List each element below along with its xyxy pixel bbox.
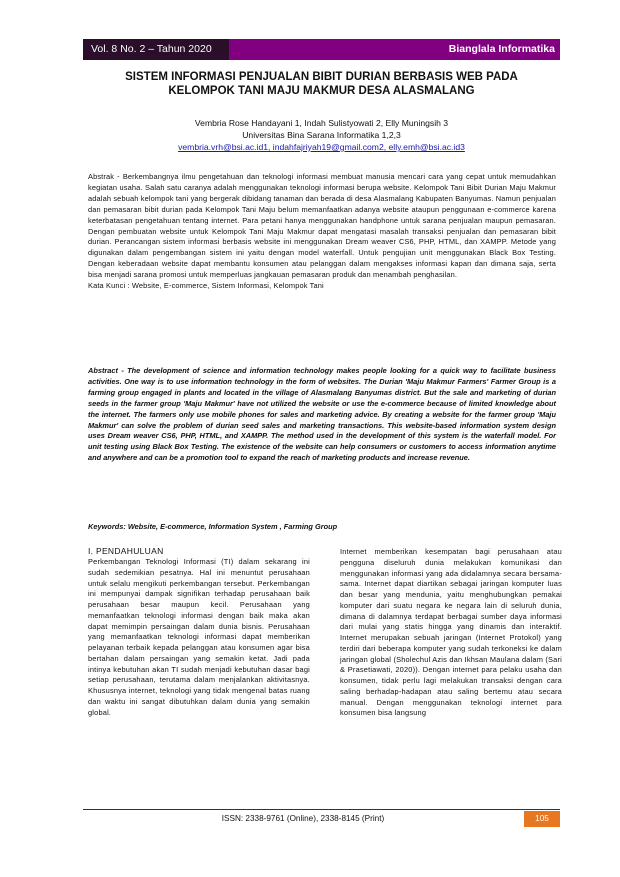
section-heading: I. PENDAHULUAN	[88, 546, 164, 556]
page-number: 105	[524, 811, 560, 827]
volume-label: Vol. 8 No. 2 – Tahun 2020	[83, 39, 229, 60]
author-emails[interactable]: vembria.vrh@bsi.ac.id1, indahfajriyah19@gmail.com2, elly.emh@bsi.ac.id3	[178, 142, 465, 152]
body-column-left	[88, 545, 310, 718]
body-column-right	[340, 547, 562, 719]
author-names: Vembria Rose Handayani 1, Indah Sulistyowati 2, Elly Muningsih 3	[194, 118, 449, 128]
right-column-text: Internet memberikan kesempatan bagi perusahaan atau pengguna diseluruh dunia melakukan komunikasi dan menggunakan informasi yang ada didalamnya secara bersama-sama. Internet dapat diartikan sebagai jaringan komputer luas dan besar yang mendunia, yaitu menghubungkan pemakai komputer dari suatu negara ke negara lain di seluruh dunia, dimana di dalamnya terdapat berbagai sumber daya informasi dari mulai yang statis hingga yang dinamis dan interaktif. Internet merupakan sebuah jaringan (Internet Protokol) yang terdiri dari beberapa komputer yang sudah terkoneksi ke dalam jaringan global (Sholechul Azis dan Ikhsan Maulana dalam (Sari & Prasetiawati, 2020)). Dengan internet para pelaku usaha dan konsumen, tidak perlu lagi melakukan transaksi dengan cara saling berhadap-hadapan atau saling bertemu atau secara manual. Dengan menggunakan teknologi internet para konsumen bisa langsung	[340, 547, 562, 718]
paper-title-line-2: KELOMPOK TANI MAJU MAKMUR DESA ALASMALANG	[168, 85, 475, 97]
author-block	[83, 117, 560, 153]
abstract-english-text: Abstract - The development of science and information technology makes people looking for a quick way to facilitate business activities. One way is to use information technology in the form of websites. The Durian 'Maju Makmur Farmers' Farmer Group is a farming group engaged in plants and located in the village of Alasmalang Banyumas district. But the sale and marketing of durian seeds in the farmer group 'Maju Makmur' have not utilized the website or use the e-commerce because of limited knowledge about the internet. The farmers only use mobile phones for sales and marketing advice. By creating a website for the farmer group 'Maju Makmur' can solve the problem of durian seed sales and marketing transactions. This website-based information system design uses Dream weaver CS6, PHP, HTML, and XAMPP. The method used in the development of this system is the waterfall model. For unit testing using Black Box Testing. The existence of the website can help consumers or customers to access information anytime and anywhere and can be a promotion tool to expand the reach of marketing products and increase revenue.	[88, 366, 556, 463]
left-column-text: Perkembangan Teknologi Informasi (TI) dalam sekarang ini sudah sedemikian pesatnya. Hal ini menuntut perusahaan untuk selalu mengikuti perkembangan tersebut. Perkembangan ini mempunyai dampak signifikan terhadap perusahaan baik perusahaan besar maupun kecil. Perusahaan yang memanfaatkan teknologi informasi dengan baik maka akan dapat memimpin persaingan dalam dunia bisnis. Perusahaan yang memanfaatkan teknologi informasi dapat memberikan pelayanan terbaik kepada pelanggan atau konsumen agar bisa bertahan dalam persaingan yang semakin ketat. Jadi pada intinya kebutuhan akan TI sudah menjadi kebutuhan dasar bagi setiap perusahaan, terutama dalam menjalankan aktivitasnya. Khususnya internet, teknologi yang tidak mengenal batas ruang dan waktu ini sangat dibutuhkan dalam dunia yang semakin global.	[88, 557, 310, 717]
journal-name: Bianglala Informatika	[229, 39, 560, 60]
page-footer	[83, 811, 560, 827]
kata-kunci: Kata Kunci : Website, E-commerce, Sistem Informasi, Kelompok Tani	[88, 281, 324, 291]
paper-title	[83, 70, 560, 98]
abstract-indonesian	[88, 172, 556, 292]
keywords-english: Keywords: Website, E-commerce, Information System , Farming Group	[88, 522, 338, 531]
paper-title-line-1: SISTEM INFORMASI PENJUALAN BIBIT DURIAN BERBASIS WEB PADA	[125, 71, 518, 83]
author-affiliation: Universitas Bina Sarana Informatika 1,2,3	[242, 130, 401, 140]
issn-label: ISSN: 2338-9761 (Online), 2338-8145 (Print)	[221, 814, 385, 823]
journal-header	[83, 39, 560, 60]
abstract-english	[88, 366, 556, 464]
abstract-indonesian-text: Abstrak - Berkembangnya ilmu pengetahuan dan teknologi informasi membuat manusia mencari cara yang cepat untuk memudahkan kegiatan usaha. Salah satu caranya adalah menggunakan teknologi informasi berupa website. Kelompok Tani Bibit Durian Maju Makmur adalah sebuah kelompok tani yang bergerak dibidang tanaman dan berada di desa Alasmalang Kabupaten Banyumas. Namun penjualan dan pemasaran bibit durian pada Kelompok Tani Maju belum memanfaatkan adanya website ataupun penggunaan e-commerce karena keterbatasan pengetahuan tentang internet. Para petani hanya menggunakan handphone untuk sarana penjualan maupun pemasaran. Dengan pembuatan website untuk Kelompok Tani Maju Makmur dapat mengatasi masalah transaksi penjualan dan pemasaran bibit durian. Perancangan sistem informasi berbasis website ini menggunakan Dream weaver CS6, PHP, HTML, dan XAMPP. Metode yang digunakan dalam pengembangan sistem ini yaitu dengan model waterfall. Untuk pengujian unit menggunakan Black Box Testing. Dengan keberadaan website dapat membantu konsumen atau pelanggan dalam mengakses informasi kapan dan dimana saja, serta bisa menjadi sarana promosi untuk memperluas jangkauan pemasaran produk dan menambah penghasilan.	[88, 172, 556, 280]
footer-divider	[83, 809, 560, 810]
